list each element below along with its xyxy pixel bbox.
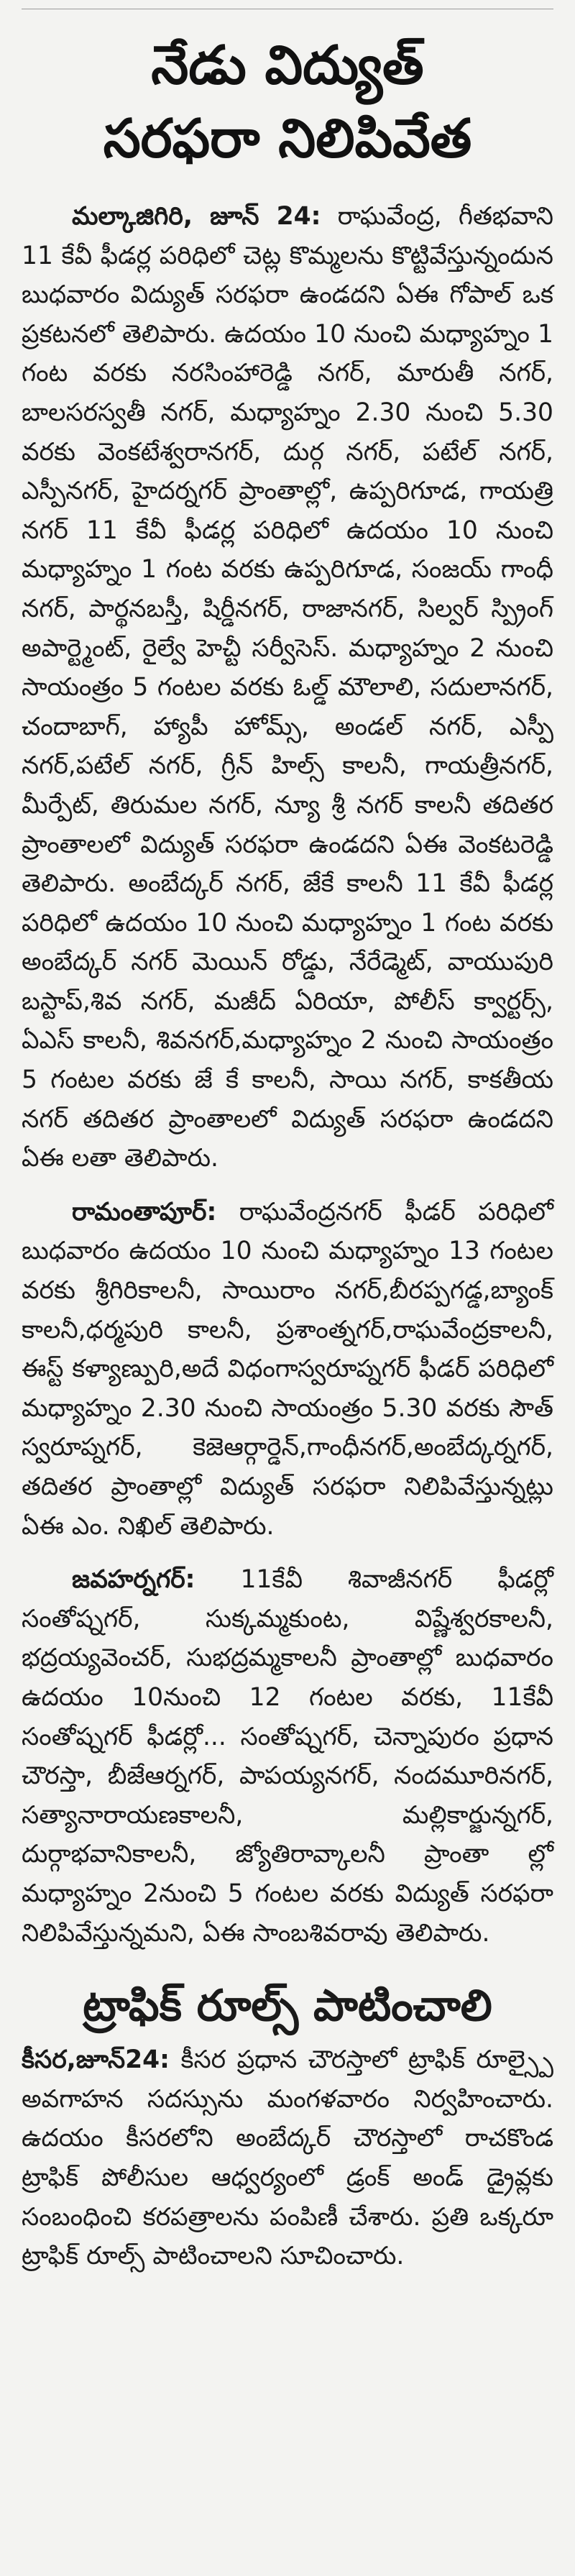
article-paragraph-jawaharnagar — [22, 1560, 553, 1953]
article-paragraph-malkajgiri — [22, 197, 553, 1178]
headline-line-1: నేడు విద్యుత్ — [151, 35, 424, 96]
power-outage-article — [22, 197, 553, 1953]
paragraph-body: రాఘవేంద్రనగర్ ఫీడర్ పరిధిలో బుధవారం ఉదయం 10 నుంచి మధ్యాహ్నం 13 గంటల వరకు శ్రీగిరికాలనీ, సాయిరాం నగర్,బీరప్పగడ్డ,బ్యాంక్ కాలనీ,ధర్మపురి కాలనీ, ప్రశాంత్నగర్,రాఘవేంద్రకాలనీ, ఈస్ట్ కళ్యాణ్పురి,అదే విధంగాస్వరూప్నగర్ ఫీడర్ పరిధిలో మధ్యాహ్నం 2.30 నుంచి సాయంత్రం 5.30 వరకు సౌత్ స్వరూప్నగర్, కెజెఆర్గార్డెన్,గాంధీనగర్,అంబేద్కర్నగర్, తదితర ప్రాంతాల్లో విద్యుత్ సరఫరా నిలిపివేస్తున్నట్లు ఏఈ ఎం. నిఖిల్ తెలిపారు. — [22, 1197, 553, 1541]
top-strip — [22, 0, 553, 16]
paragraph-body: రాఘవేంద్ర, గీతభవాని 11 కేవీ ఫీడర్ల పరిధిలో చెట్ల కొమ్మలను కొట్టివేస్తున్నందున బుధవారం విద్యుత్ సరఫరా ఉండదని ఏఈ గోపాల్ ఒక ప్రకటనలో తెలిపారు. ఉదయం 10 నుంచి మధ్యాహ్నం 1 గంట వరకు నరసింహారెడ్డి నగర్, మారుతీ నగర్, బాలసరస్వతీ నగర్, మధ్యాహ్నం 2.30 నుంచి 5.30 వరకు వెంకటేశ్వరానగర్, దుర్గ నగర్, పటేల్ నగర్, ఎస్పీనగర్, హైదర్నగర్ ప్రాంతాల్లో, ఉప్పరిగూడ, గాయత్రి నగర్ 11 కేవీ ఫీడర్ల పరిధిలో ఉదయం 10 నుంచి మధ్యాహ్నం 1 గంట వరకు ఉప్పరిగూడ, సంజయ్ గాంధీ నగర్, పార్థనబస్తీ, షిర్డీనగర్, రాజానగర్, సిల్వర్ స్ప్రింగ్ అపార్ట్మెంట్, రైల్వే హెచ్టీ సర్వీసెస్. మధ్యాహ్నం 2 నుంచి సాయంత్రం 5 గంటల వరకు ఓల్డ్ మౌలాలి, సదులానగర్, చందాబాగ్, హ్యాపీ హోమ్స్, అండల్ నగర్, ఎస్పీ నగర్,పటేల్ నగర్, గ్రీన్ హిల్స్ కాలనీ, గాయత్రీనగర్, మీర్పేట్, తిరుమల నగర్, న్యూ శ్రీ నగర్ కాలనీ తదితర ప్రాంతాలలో విద్యుత్ సరఫరా ఉండదని ఏఈ వెంకటరెడ్డి తెలిపారు. అంబేద్కర్ నగర్, జేకే కాలనీ 11 కేవీ ఫీడర్ల పరిధిలో ఉదయం 10 నుంచి మధ్యాహ్నం 1 గంట వరకు అంబేద్కర్ నగర్ మెయిన్ రోడ్డు, నేరేడ్మెట్, వాయుపురి బస్టాప్,శివ నగర్, మజీద్ ఏరియా, పోలీస్ క్వార్టర్స్, ఏఎస్ కాలనీ, శివనగర్,మధ్యాహ్నం 2 నుంచి సాయంత్రం 5 గంటల వరకు జే కే కాలనీ, సాయి నగర్, కాకతీయ నగర్ తదితర ప్రాంతాలలో విద్యుత్ సరఫరా ఉండదని ఏఈ లతా తెలిపారు. — [22, 202, 553, 1173]
dateline-keesara: కీసర,జూన్24: — [22, 2045, 170, 2075]
headline-line-2: సరఫరా నిలిపివేత — [103, 108, 472, 170]
dateline-jawaharnagar: జవహర్నగర్: — [72, 1565, 196, 1595]
article-paragraph-keesara — [22, 2040, 553, 2276]
dateline-ramanthapur: రామంతాపూర్: — [72, 1197, 217, 1227]
traffic-headline: ట్రాఫిక్ రూల్స్ పాటించాలి — [83, 1981, 492, 2032]
paragraph-body: 11కేవీ శివాజీనగర్ ఫీడర్లో సంతోష్నగర్, సుక్కమ్మకుంట, విష్ణేశ్వరకాలనీ, భద్రయ్యవెంచర్, సుభద్రమ్మకాలనీ ప్రాంతాల్లో బుధవారం ఉదయం 10నుంచి 12 గంటల వరకు, 11కేవీ సంతోష్నగర్ ఫీడర్లో... సంతోష్నగర్, చెన్నాపురం ప్రధాన చౌరస్తా, బీజేఆర్నగర్, పాపయ్యనగర్, నందమూరినగర్, సత్యానారాయణకాలనీ, మల్లికార్జున్నగర్, దుర్గాభవానికాలనీ, జ్యోతిరావ్కాలనీ ప్రాంతా ల్లో మధ్యాహ్నం 2నుంచి 5 గంటల వరకు విద్యుత్ సరఫరా నిలిపివేస్తున్నమని, ఏఈ సాంబశివరావు తెలిపారు. — [22, 1565, 553, 1948]
main-headline — [22, 29, 553, 175]
dateline-malkajgiri: మల్కాజిగిరి, జూన్ 24: — [72, 202, 321, 231]
article-paragraph-ramanthapur — [22, 1193, 553, 1546]
paragraph-body: కీసర ప్రధాన చౌరస్తాలో ట్రాఫిక్ రూల్స్పై అవగాహన సదస్సును మంగళవారం నిర్వహించారు. ఉదయం కీసరలోని అంబేద్కర్ చౌరస్తాలో రాచకొండ ట్రాఫిక్ పోలీసుల ఆధ్వర్యంలో డ్రంక్ అండ్ డ్రైవ్లకు సంబంధించి కరపత్రాలను పంపిణీ చేశారు. ప్రతి ఒక్కరూ ట్రాఫిక్ రూల్స్ పాటించాలని సూచించారు. — [22, 2045, 553, 2271]
traffic-article — [22, 2040, 553, 2276]
